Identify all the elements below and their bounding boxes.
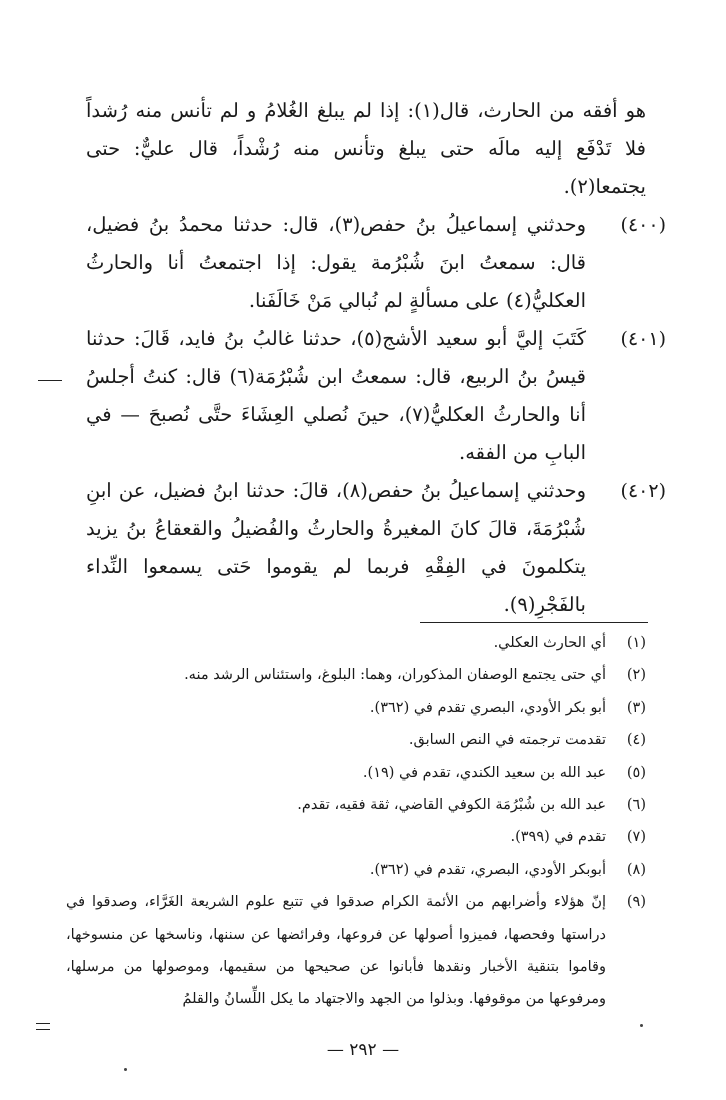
continuation-mark <box>36 1023 50 1030</box>
footnote-number: (٦) <box>626 797 646 814</box>
footnote-number: (١) <box>626 635 646 651</box>
footnote-number: (٣) <box>626 699 646 716</box>
footnote-1 <box>66 627 646 659</box>
paragraph-number: (٤٠٢) <box>620 480 666 502</box>
footnote-separator <box>420 622 648 623</box>
footnote-8 <box>66 854 646 886</box>
footnote-5 <box>66 757 646 789</box>
paragraph-intro <box>86 92 646 206</box>
paragraph-text: وحدثني إسماعيلُ بنُ حفص(٣)، قال: حدثنا محمدُ بنُ فضيل، قال: سمعتُ ابنَ شُبْرُمة يقول: إذا اجتمعتُ أنا والحارثُ العكليُّ(٤) على مسألةٍ لم نُبالي مَنْ خَالَفَنا. <box>86 213 586 312</box>
page-number: — ٢٩٢ — <box>326 1040 400 1060</box>
paragraph-400 <box>86 206 666 320</box>
paragraph-text: هو أفقه من الحارث، قال(١): إذا لم يبلغ الغُلامُ و لم تأنس منه رُشداً فلا تَدْفَع إليه مالَه حتى يبلغ وتأنس منه رُشْداً، قال عليٌّ: حتى يجتمعا(٢). <box>86 99 646 198</box>
scan-speck <box>640 1024 643 1027</box>
footnote-4 <box>66 724 646 756</box>
paragraph-number: (٤٠١) <box>620 328 666 350</box>
footnote-text: عبد الله بن سعيد الكندي، تقدم في (١٩). <box>362 764 606 781</box>
footnote-number: (٥) <box>626 764 646 781</box>
footnote-number: (٤) <box>626 732 646 749</box>
footnote-number: (٧) <box>626 829 646 846</box>
footnote-2 <box>66 659 646 691</box>
footnote-text: إنّ هؤلاء وأضرابهم من الأئمة الكرام صدقوا في تتبع علوم الشريعة الغَرَّاء، وصدقوا في دراستها وفحصها، فميزوا أصولها عن فروعها، وفرائضها عن سننها، وناسخها عن منسوخها، وقاموا بتنقية الأخبار ونقدها فأبانوا عن صحيحها من سقيمها، وموصولها من مرسلها، ومرفوعها من موقوفها. وبذلوا من الجهد والاجتهاد ما يكل اللِّسانُ والقلمُ <box>66 894 606 1008</box>
paragraph-number: (٤٠٠) <box>620 214 666 236</box>
footnote-7 <box>66 821 646 853</box>
footnotes <box>66 627 646 1016</box>
footnote-text: تقدم في (٣٩٩). <box>510 829 606 846</box>
paragraph-401 <box>86 320 666 472</box>
footnote-9 <box>66 886 646 1016</box>
footnote-6 <box>66 789 646 821</box>
scan-speck <box>124 1068 127 1071</box>
footnote-number: (٢) <box>626 667 646 684</box>
footnote-text: أبوبكر الأودي، البصري، تقدم في (٣٦٢). <box>369 861 606 878</box>
paragraph-402 <box>86 472 666 624</box>
margin-dash-mark <box>38 380 62 381</box>
footnote-text: عبد الله بن شُبْرُمَة الكوفي القاضي، ثقة فقيه، تقدم. <box>297 797 606 814</box>
paragraph-text: وحدثني إسماعيلُ بنُ حفص(٨)، قالَ: حدثنا ابنُ فضيل، عن ابنِ شُبْرُمَةَ، قالَ كانَ المغيرةُ والحارثُ والفُضيلُ والقعقاعُ بنُ يزيد يتكلمونَ في الفِقْهِ فربما لم يقوموا حَتى يسمعوا النِّداء بالفَجْرِ(٩). <box>86 479 587 616</box>
footnote-number: (٩) <box>626 894 646 911</box>
footnote-text: أي حتى يجتمع الوصفان المذكوران، وهما: البلوغ، واستئناس الرشد منه. <box>184 667 606 684</box>
footnote-text: أبو بكر الأودي، البصري تقدم في (٣٦٢). <box>369 699 606 716</box>
footnote-3 <box>66 692 646 724</box>
footnote-text: تقدمت ترجمته في النص السابق. <box>408 732 606 749</box>
footnote-number: (٨) <box>626 861 646 878</box>
footnote-text: أي الحارث العكلي. <box>493 635 606 651</box>
main-text <box>86 92 666 624</box>
paragraph-text: كَتَبَ إليَّ أبو سعيد الأشج(٥)، حدثنا غالبُ بنُ فايد، قَالَ: حدثنا قيسُ بنُ الربيع، قال: سمعتُ ابن شُبْرُمَة(٦) قال: كنتُ أجلسُ أنا والحارثُ العكليُّ(٧)، حينَ نُصلي العِشَاءَ حتَّى نُصبحَ — في البابِ من الفقه. <box>86 327 587 464</box>
